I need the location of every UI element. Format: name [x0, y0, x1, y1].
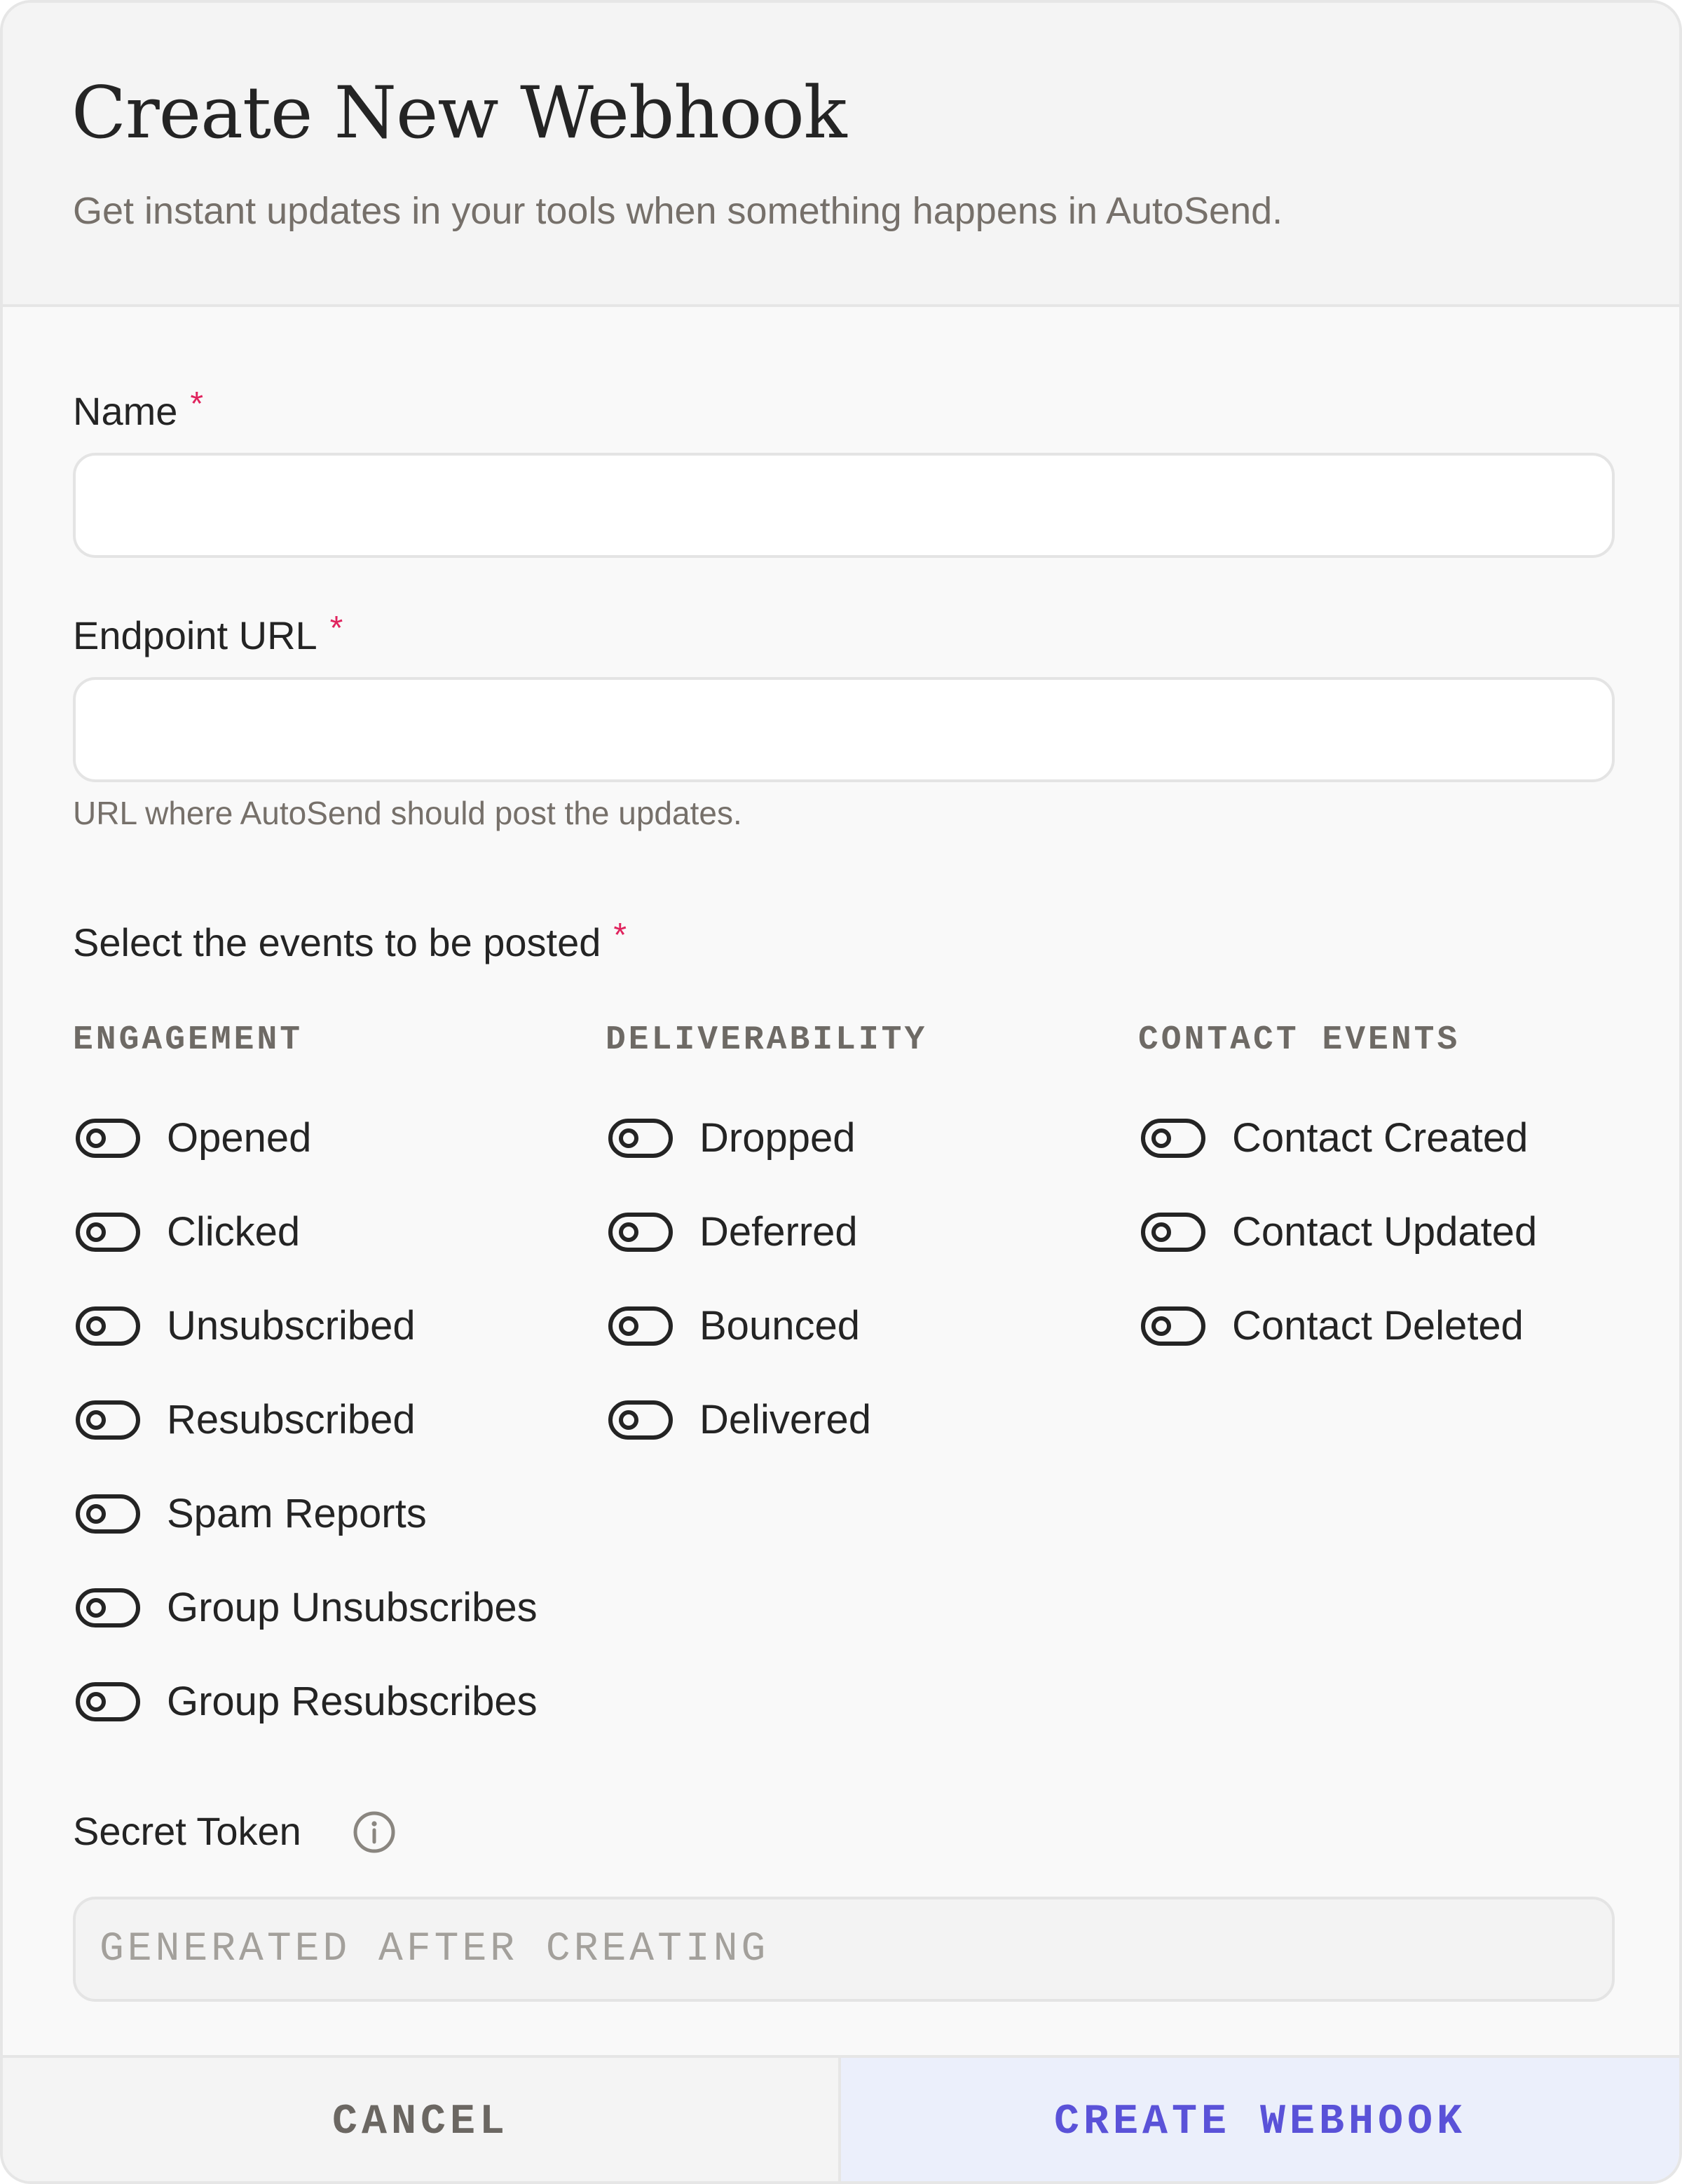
secret-token-label: Secret Token — [73, 1809, 301, 1853]
event-toggle-group-unsubscribes[interactable] — [73, 1584, 592, 1678]
toggle-knob — [86, 1410, 106, 1430]
event-toggle-resubscribed[interactable] — [73, 1396, 592, 1490]
event-label: Contact Updated — [1232, 1209, 1538, 1255]
event-label: Clicked — [167, 1209, 301, 1255]
toggle-knob — [619, 1222, 638, 1242]
group-title-engagement: ENGAGEMENT — [73, 1021, 303, 1059]
event-label: Contact Created — [1232, 1115, 1529, 1161]
cancel-button[interactable]: CANCEL — [3, 2058, 841, 2184]
required-asterisk: * — [613, 917, 627, 954]
toggle-knob — [619, 1128, 638, 1148]
event-label: Group Unsubscribes — [167, 1585, 538, 1630]
events-label-text: Select the events to be posted — [73, 920, 601, 964]
toggle-knob — [619, 1316, 638, 1336]
event-label: Bounced — [699, 1303, 860, 1349]
toggle-switch[interactable] — [608, 1306, 673, 1346]
toggle-switch[interactable] — [76, 1400, 140, 1440]
dialog-header — [3, 3, 1679, 307]
event-label: Resubscribed — [167, 1397, 416, 1442]
toggle-switch[interactable] — [608, 1213, 673, 1252]
info-circle-icon[interactable] — [352, 1810, 397, 1855]
toggle-knob — [619, 1410, 638, 1430]
secret-token-input — [73, 1897, 1615, 2002]
event-toggle-group-resubscribes[interactable] — [73, 1678, 592, 1772]
events-label — [73, 918, 627, 970]
toggle-knob — [86, 1504, 106, 1524]
event-toggle-deferred[interactable] — [606, 1208, 1124, 1302]
event-toggle-contact-deleted[interactable] — [1138, 1302, 1657, 1396]
required-asterisk: * — [329, 610, 343, 647]
event-label: Unsubscribed — [167, 1303, 416, 1349]
toggle-switch[interactable] — [1141, 1119, 1205, 1158]
endpoint-url-hint: URL where AutoSend should post the updates. — [73, 795, 742, 831]
toggle-switch[interactable] — [76, 1588, 140, 1627]
name-label-text: Name — [73, 389, 178, 433]
toggle-knob — [86, 1128, 106, 1148]
toggle-knob — [86, 1316, 106, 1336]
event-toggle-unsubscribed[interactable] — [73, 1302, 592, 1396]
toggle-knob — [1151, 1128, 1171, 1148]
deliverability-events — [606, 1114, 1124, 1490]
event-toggle-bounced[interactable] — [606, 1302, 1124, 1396]
toggle-knob — [1151, 1222, 1171, 1242]
event-label: Contact Deleted — [1232, 1303, 1524, 1349]
toggle-switch[interactable] — [76, 1682, 140, 1721]
toggle-switch[interactable] — [76, 1306, 140, 1346]
engagement-events — [73, 1114, 592, 1772]
toggle-switch[interactable] — [76, 1213, 140, 1252]
toggle-knob — [1151, 1316, 1171, 1336]
event-toggle-opened[interactable] — [73, 1114, 592, 1208]
toggle-switch[interactable] — [76, 1494, 140, 1534]
toggle-switch[interactable] — [76, 1119, 140, 1158]
event-toggle-contact-created[interactable] — [1138, 1114, 1657, 1208]
event-toggle-dropped[interactable] — [606, 1114, 1124, 1208]
event-label: Group Resubscribes — [167, 1679, 538, 1724]
event-label: Opened — [167, 1115, 312, 1161]
create-webhook-button[interactable]: CREATE WEBHOOK — [841, 2058, 1679, 2184]
event-label: Deferred — [699, 1209, 858, 1255]
name-label — [73, 387, 203, 439]
event-label: Delivered — [699, 1397, 871, 1442]
toggle-switch[interactable] — [608, 1400, 673, 1440]
endpoint-url-label — [73, 611, 343, 663]
toggle-knob — [86, 1692, 106, 1712]
contact-events — [1138, 1114, 1657, 1396]
dialog-title: Create New Webhook — [71, 71, 847, 155]
event-toggle-contact-updated[interactable] — [1138, 1208, 1657, 1302]
endpoint-url-input[interactable] — [73, 677, 1615, 782]
required-asterisk: * — [190, 385, 204, 423]
toggle-knob — [86, 1598, 106, 1618]
dialog-subtitle: Get instant updates in your tools when something happens in AutoSend. — [73, 190, 1283, 232]
event-toggle-clicked[interactable] — [73, 1208, 592, 1302]
group-title-contact-events: CONTACT EVENTS — [1138, 1021, 1461, 1059]
dialog-footer — [3, 2055, 1679, 2184]
event-toggle-spam-reports[interactable] — [73, 1490, 592, 1584]
toggle-switch[interactable] — [1141, 1213, 1205, 1252]
event-label: Dropped — [699, 1115, 856, 1161]
toggle-switch[interactable] — [608, 1119, 673, 1158]
name-input[interactable] — [73, 453, 1615, 558]
toggle-knob — [86, 1222, 106, 1242]
toggle-switch[interactable] — [1141, 1306, 1205, 1346]
group-title-deliverability: DELIVERABILITY — [606, 1021, 928, 1059]
endpoint-url-label-text: Endpoint URL — [73, 613, 317, 657]
event-label: Spam Reports — [167, 1491, 427, 1536]
event-toggle-delivered[interactable] — [606, 1396, 1124, 1490]
